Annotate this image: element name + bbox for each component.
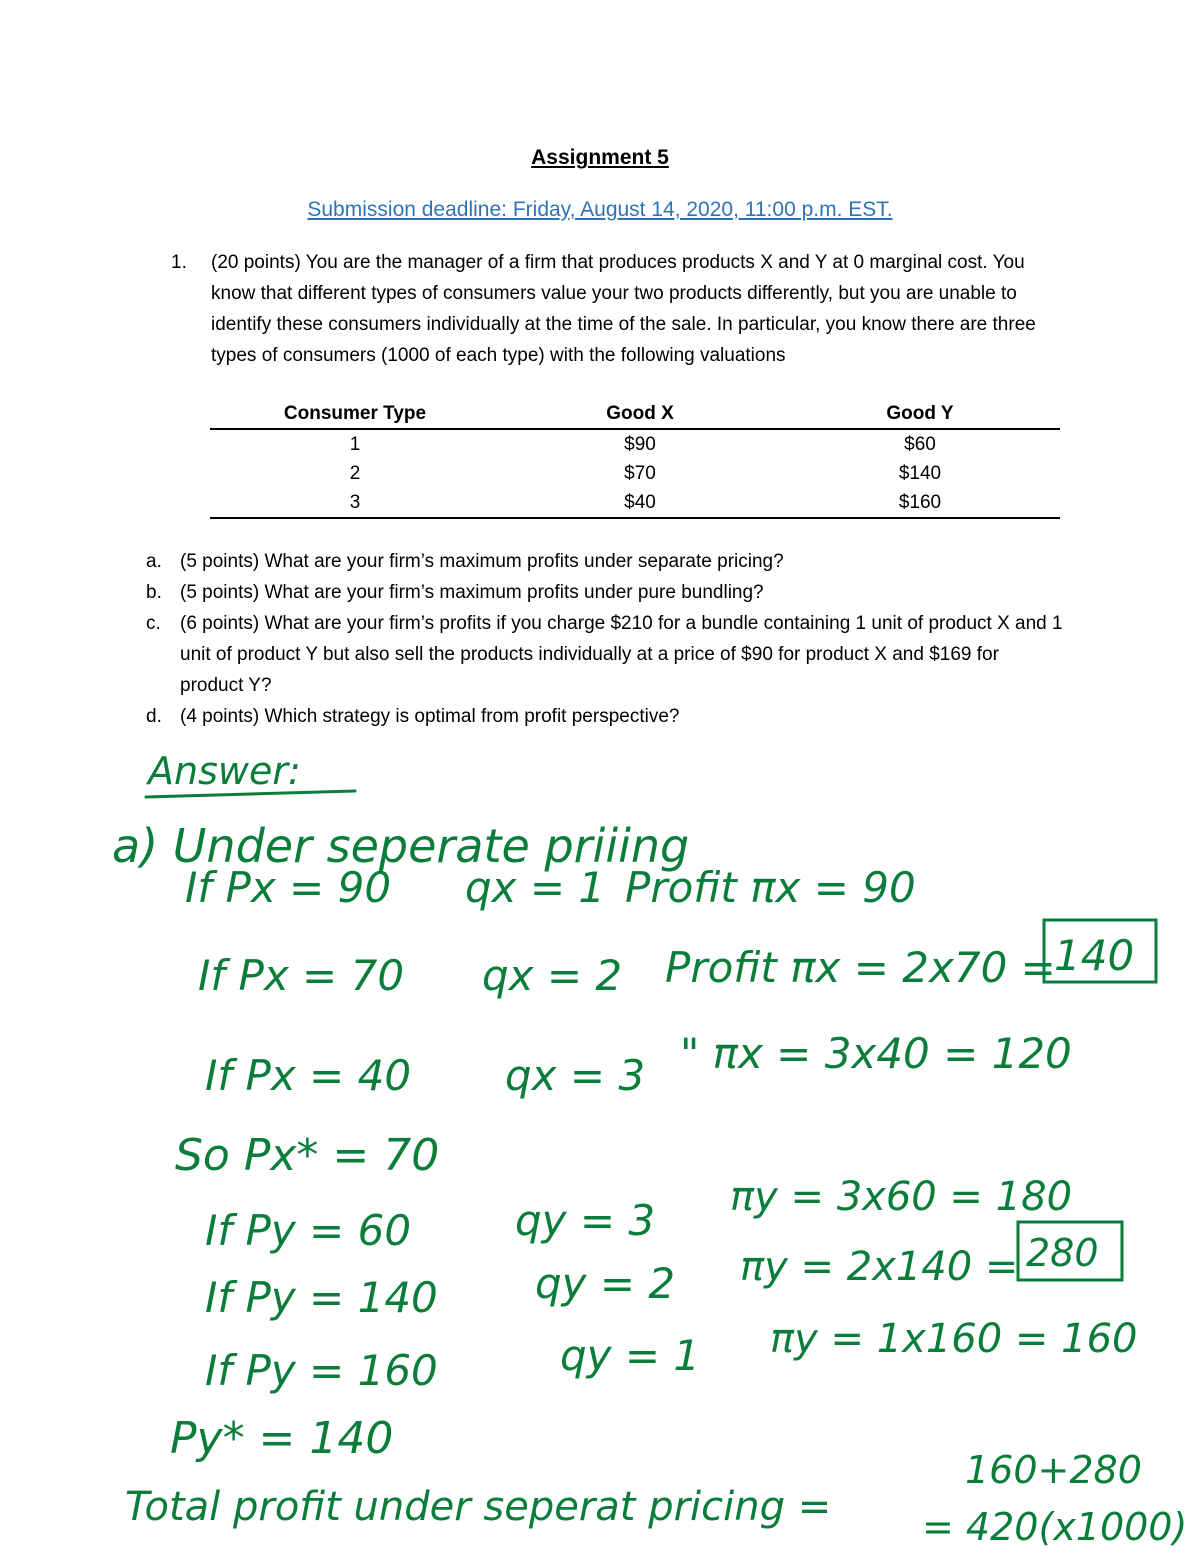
hw-line-7-condition: If Py = 160: [205, 1346, 438, 1395]
answer-heading: Answer:: [148, 749, 301, 793]
table-cell: $90: [624, 433, 656, 455]
part-label: a.: [146, 551, 162, 572]
hw-line-1-profit: Profit πx = 90: [625, 863, 916, 912]
hw-line-6-condition: If Py = 140: [205, 1273, 438, 1322]
part-text: (4 points) Which strategy is optimal from profit perspective?: [180, 706, 680, 727]
hw-line-1-quantity: qx = 1: [465, 863, 606, 912]
hw-total-label: Total profit under seperat pricing =: [125, 1484, 832, 1530]
hw-line-1-condition: If Px = 90: [185, 863, 392, 912]
hw-line-3-condition: If Px = 40: [205, 1051, 412, 1100]
assignment-title: Assignment 5: [531, 146, 669, 169]
table-cell: $160: [780, 488, 1060, 518]
hw-line-8-optimal-py: Py* = 140: [170, 1413, 394, 1464]
hw-line-6-quantity: qy = 2: [535, 1259, 676, 1308]
table-cell: $140: [898, 462, 942, 484]
hw-line-3-quantity: qx = 3: [505, 1051, 646, 1100]
part-label: d.: [146, 706, 162, 727]
table-cell: $70: [624, 462, 656, 484]
table-cell: 3: [210, 488, 500, 518]
header-good-x: Good X: [500, 400, 780, 429]
question-text: (20 points) You are the manager of a firm that produces products X and Y at 0 marginal cost. You know that different types of consumers value your two products differently, but you are unable to identify these consumers individually at the time of the sale. In particular, you know there are three types of consumers (1000 of each type) with the following valuations: [211, 252, 1036, 366]
hw-line-5-profit: πy = 3x60 = 180: [730, 1174, 1073, 1220]
hw-line-3-profit: " πx = 3x40 = 120: [680, 1029, 1072, 1078]
hw-line-5-quantity: qy = 3: [515, 1196, 656, 1245]
header-consumer-type: Consumer Type: [210, 400, 500, 429]
part-text: (5 points) What are your firm’s maximum profits under pure bundling?: [180, 582, 764, 603]
hw-line-7-quantity: qy = 1: [560, 1331, 701, 1380]
hw-total-result: = 420(x1000): [922, 1505, 1188, 1549]
part-text: (6 points) What are your firm’s profits if you charge $210 for a bundle containing 1 unit of product X and 1 unit of product Y but also sell the products individually at a price of $90 for product X and $169 for product Y?: [180, 613, 1063, 696]
hw-line-5-condition: If Py = 60: [205, 1206, 412, 1255]
hw-line-2-condition: If Px = 70: [198, 951, 405, 1000]
table-cell: 1: [349, 433, 361, 455]
hw-line-6-profit: πy = 2x140 =: [740, 1244, 1019, 1290]
hw-line-2-boxed-answer: 140: [1054, 931, 1135, 980]
hw-line-7-profit: πy = 1x160 = 160: [770, 1316, 1138, 1362]
table-cell: 2: [349, 462, 361, 484]
header-good-y: Good Y: [780, 400, 1060, 429]
part-a-heading: a) Under seperate priiing: [112, 819, 690, 873]
part-label: c.: [146, 613, 161, 634]
hw-line-2-quantity: qx = 2: [482, 951, 623, 1000]
hw-line-6-boxed-answer: 280: [1026, 1231, 1099, 1275]
table-cell: $40: [500, 488, 780, 518]
part-label: b.: [146, 582, 162, 603]
submission-deadline: Submission deadline: Friday, August 14, 2020, 11:00 p.m. EST.: [307, 198, 893, 221]
hw-line-4-optimal-px: So Px* = 70: [175, 1130, 440, 1181]
hw-total-sum: 160+280: [965, 1448, 1142, 1492]
part-text: (5 points) What are your firm’s maximum profits under separate pricing?: [180, 551, 784, 572]
hw-line-2-profit: Profit πx = 2x70 =: [665, 943, 1056, 992]
question-number: 1.: [171, 252, 187, 273]
table-cell: $60: [904, 433, 936, 455]
